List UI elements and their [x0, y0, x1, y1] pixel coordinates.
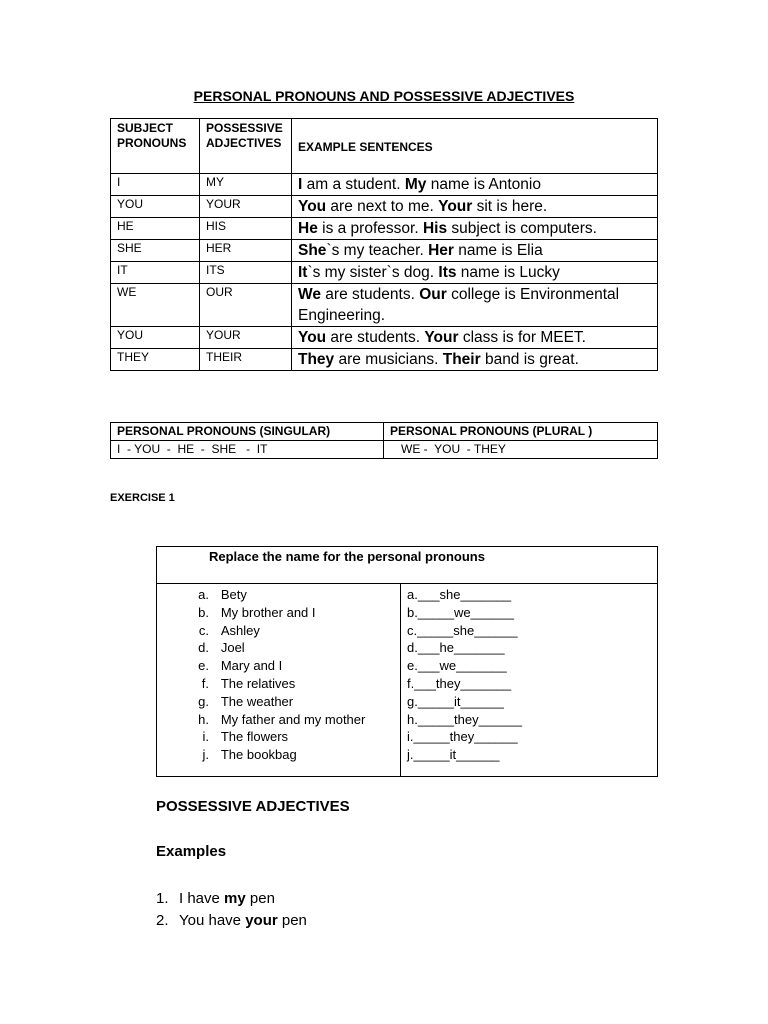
list-item: a. Bety — [198, 587, 247, 602]
example-item: 2. You have your pen — [156, 912, 307, 929]
adjective-cell: OUR — [200, 284, 292, 327]
exercise-instruction: Replace the name for the personal pronouns — [157, 547, 658, 584]
pronoun-cell: YOU — [111, 196, 200, 218]
pronoun-cell: THEY — [111, 349, 200, 371]
header-subject-pronouns: SUBJECT PRONOUNS — [111, 119, 200, 174]
answer-item: a.___she_______ — [407, 587, 512, 602]
header-example-sentences: EXAMPLE SENTENCES — [292, 119, 658, 174]
header-possessive-adjectives: POSSESSIVE ADJECTIVES — [200, 119, 292, 174]
answer-item: i._____they______ — [407, 729, 518, 745]
answer-item: f.___they_______ — [407, 675, 512, 691]
list-item: g. The weather — [198, 693, 294, 709]
names-cell — [157, 584, 401, 777]
names-list — [157, 586, 400, 764]
pronoun-cell: WE — [111, 284, 200, 327]
adjective-cell: MY — [200, 174, 292, 196]
pronoun-cell: SHE — [111, 240, 200, 262]
sentence-cell: She`s my teacher. Her name is Elia — [292, 240, 658, 262]
table-row — [111, 441, 658, 459]
answer-item: d.___he_______ — [407, 640, 505, 656]
list-item: d. Joel — [198, 640, 245, 656]
header-plural: PERSONAL PRONOUNS (PLURAL ) — [384, 423, 658, 441]
table-row — [111, 218, 658, 240]
adjective-cell: YOUR — [200, 327, 292, 349]
singular-plural-table — [110, 422, 658, 459]
sentence-cell: They are musicians. Their band is great. — [292, 349, 658, 371]
example-item: 1. I have my pen — [156, 890, 275, 907]
list-item: f. The relatives — [201, 675, 296, 691]
possessive-section-title: POSSESSIVE ADJECTIVES — [156, 798, 350, 815]
answer-item: b._____we______ — [407, 604, 514, 620]
examples-label: Examples — [156, 843, 227, 860]
sentence-cell: I am a student. My name is Antonio — [292, 174, 658, 196]
table-header-row — [111, 423, 658, 441]
table-row — [111, 240, 658, 262]
sentence-cell: It`s my sister`s dog. Its name is Lucky — [292, 262, 658, 284]
table-row — [111, 196, 658, 218]
header-singular: PERSONAL PRONOUNS (SINGULAR) — [111, 423, 384, 441]
answer-item: g._____it______ — [407, 693, 504, 709]
list-item: e. Mary and I — [198, 658, 283, 674]
pronouns-table — [110, 118, 658, 371]
list-item: i. The flowers — [202, 729, 289, 745]
list-item: j. The bookbag — [202, 747, 297, 763]
adjective-cell: HIS — [200, 218, 292, 240]
answers-list — [407, 586, 657, 764]
pronoun-cell: IT — [111, 262, 200, 284]
pronoun-cell: HE — [111, 218, 200, 240]
plural-values: WE - YOU - THEY — [384, 441, 658, 459]
sentence-cell: We are students. Our college is Environmental Engineering. — [292, 284, 658, 327]
adjective-cell: HER — [200, 240, 292, 262]
exercise-table — [156, 546, 658, 777]
answer-item: c._____she______ — [407, 622, 518, 638]
examples-list — [156, 888, 307, 932]
list-item: c. Ashley — [198, 622, 260, 638]
pronoun-cell: YOU — [111, 327, 200, 349]
answers-cell — [401, 584, 658, 777]
answer-item: e.___we_______ — [407, 658, 507, 674]
singular-values: I - YOU - HE - SHE - IT — [111, 441, 384, 459]
table-header-row — [157, 547, 658, 584]
answer-item: h._____they______ — [407, 711, 522, 727]
sentence-cell: You are next to me. Your sit is here. — [292, 196, 658, 218]
exercise-label: EXERCISE 1 — [110, 492, 175, 504]
adjective-cell: YOUR — [200, 196, 292, 218]
table-row — [157, 584, 658, 777]
table-row — [111, 327, 658, 349]
sentence-cell: He is a professor. His subject is computers. — [292, 218, 658, 240]
answer-item: j._____it______ — [407, 747, 500, 763]
page-title: PERSONAL PRONOUNS AND POSSESSIVE ADJECTIVES — [193, 88, 575, 104]
table-row — [111, 349, 658, 371]
pronoun-cell: I — [111, 174, 200, 196]
adjective-cell: THEIR — [200, 349, 292, 371]
table-row — [111, 284, 658, 327]
table-header-row — [111, 119, 658, 174]
adjective-cell: ITS — [200, 262, 292, 284]
list-item: h. My father and my mother — [198, 711, 366, 727]
sentence-cell: You are students. Your class is for MEET. — [292, 327, 658, 349]
list-item: b. My brother and I — [198, 604, 316, 620]
table-row — [111, 262, 658, 284]
table-row — [111, 174, 658, 196]
